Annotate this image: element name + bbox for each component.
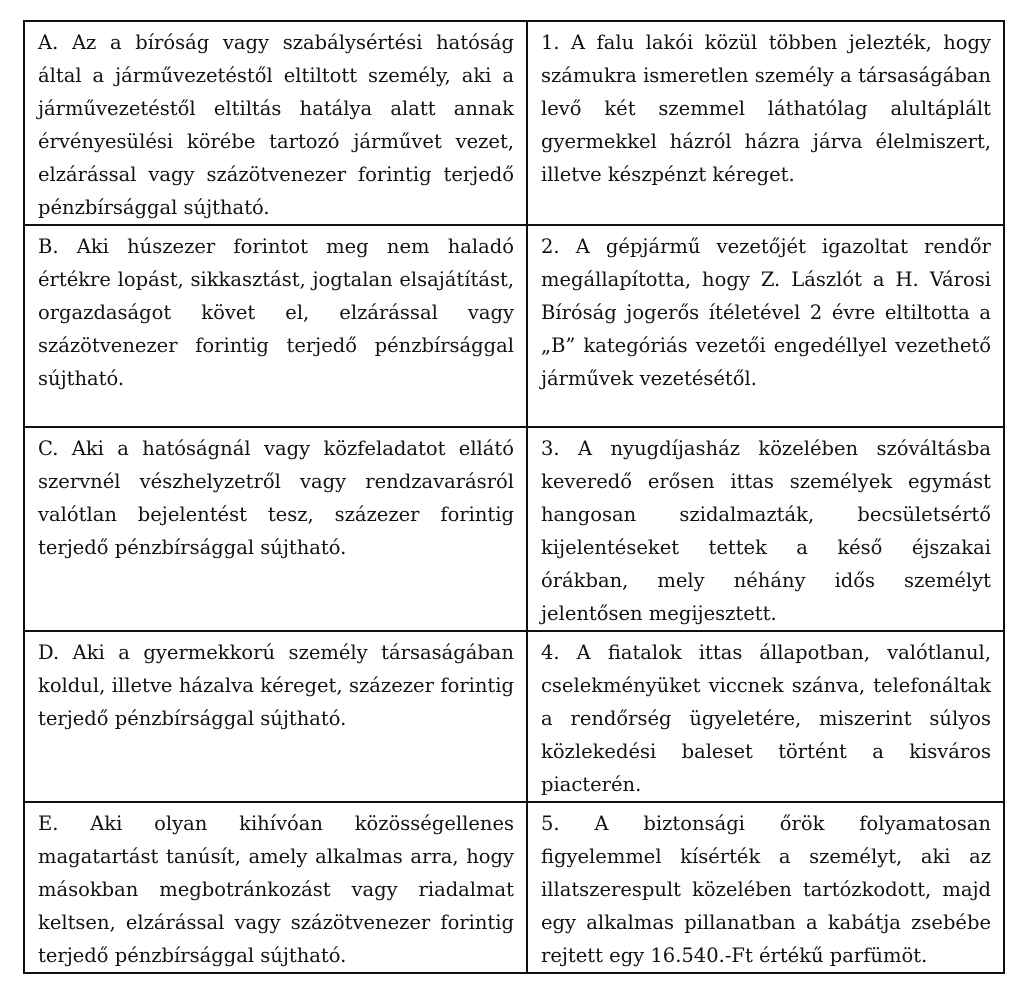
offense-definition-cell: C. Aki a hatóságnál vagy közfeladatot ellátó szervnél vészhelyzetről vagy rendzavarásról valótlan bejelentést tesz, százezer forintig terjedő pénzbírsággal sújtható. (24, 427, 527, 631)
offense-definition-cell: E. Aki olyan kihívóan közösségellenes magatartást tanúsít, amely alkalmas arra, hogy másokban megbotránkozást vagy riadalmat keltsen, elzárással vagy százötvenezer forintig terjedő pénzbírsággal sújtható. (24, 802, 527, 973)
case-scenario-cell: 3. A nyugdíjasház közelében szóváltásba keveredő erősen ittas személyek egymást hangosan szidalmazták, becsületsértő kijelentéseket tettek a késő éjszakai órákban, mely néhány idős személyt jelentősen megijesztett. (527, 427, 1004, 631)
offense-definition-cell: B. Aki húszezer forintot meg nem haladó értékre lopást, sikkasztást, jogtalan elsajátítást, orgazdaságot követ el, elzárással vagy százötvenezer forintig terjedő pénzbírsággal sújtható. (24, 225, 527, 427)
case-scenario-cell: 4. A fiatalok ittas állapotban, valótlanul, cselekményüket viccnek szánva, telefonáltak a rendőrség ügyeletére, miszerint súlyos közlekedési baleset történt a kisváros piacterén. (527, 631, 1004, 802)
table-row (24, 427, 1004, 631)
case-scenario-cell: 2. A gépjármű vezetőjét igazoltat rendőr megállapította, hogy Z. Lászlót a H. Városi Bíróság jogerős ítéletével 2 évre eltiltotta a „B” kategóriás vezetői engedéllyel vezethető járművek vezetésétől. (527, 225, 1004, 427)
table-row (24, 225, 1004, 427)
table-row (24, 21, 1004, 225)
case-scenario-cell: 5. A biztonsági őrök folyamatosan figyelemmel kísérték a személyt, aki az illatszerespult közelében tartózkodott, majd egy alkalmas pillanatban a kabátja zsebébe rejtett egy 16.540.-Ft értékű parfümöt. (527, 802, 1004, 973)
offense-definition-cell: D. Aki a gyermekkorú személy társaságában koldul, illetve házalva kéreget, százezer forintig terjedő pénzbírsággal sújtható. (24, 631, 527, 802)
table-row (24, 802, 1004, 973)
offense-definition-cell: A. Az a bíróság vagy szabálysértési hatóság által a járművezetéstől eltiltott személy, aki a járművezetéstől eltiltás hatálya alatt annak érvényesülési körébe tartozó járművet vezet, elzárással vagy százötvenezer forintig terjedő pénzbírsággal sújtható. (24, 21, 527, 225)
table-row (24, 631, 1004, 802)
case-scenario-cell: 1. A falu lakói közül többen jelezték, hogy számukra ismeretlen személy a társaságában levő két szemmel láthatólag alultáplált gyermekkel házról házra járva élelmiszert, illetve készpénzt kéreget. (527, 21, 1004, 225)
matching-table (23, 20, 1005, 974)
